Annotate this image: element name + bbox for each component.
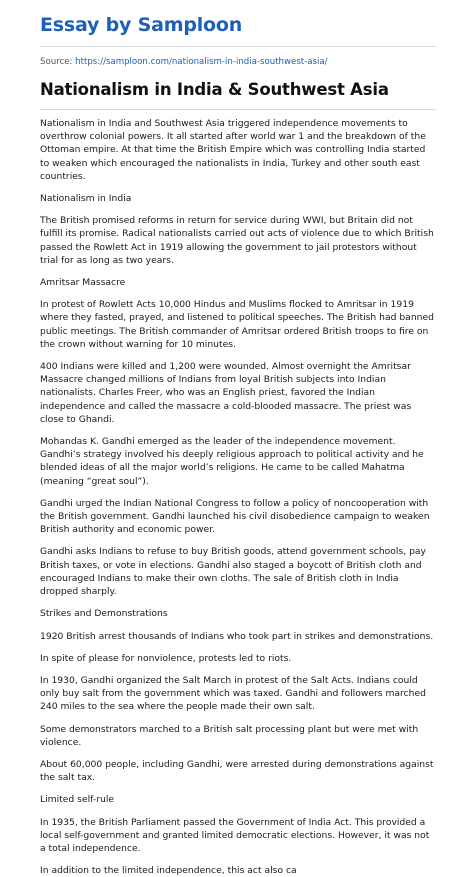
section-heading: Limited self-rule (40, 794, 115, 806)
body-paragraph: Gandhi urged the Indian National Congress to follow a policy of noncooperation with the British government. Gandhi launched his civil disobedience campaign to weaken British authority and economic power. (40, 497, 430, 536)
source-label: Source: (40, 57, 73, 67)
document-title: Nationalism in India & Southwest Asia (40, 80, 389, 99)
body-paragraph: 1920 British arrest thousands of Indians who took part in strikes and demonstrations. (40, 630, 434, 642)
body-paragraph: Nationalism in India and Southwest Asia triggered independence movements to overthrow colonial powers. It all started after world war 1 and the breakdown of the Ottoman empire. At that time the British Empire which was controlling India started to weaken which encouraged the nationalists in India, Turkey and other south east countries. (40, 118, 426, 182)
body-paragraph: In protest of Rowlett Acts 10,000 Hindus and Muslims flocked to Amritsar in 1919 where they fasted, prayed, and listened to political speeches. The British had banned public meetings. The British commander of Amritsar ordered British troops to fire on the crown without warning for 10 minutes. (40, 299, 434, 350)
body-paragraph: About 60,000 people, including Gandhi, were arrested during demonstrations against the salt tax. (40, 758, 434, 784)
body-paragraph: In addition to the limited independence, this act also ca (40, 865, 297, 877)
body-paragraph: The British promised reforms in return for service during WWI, but Britain did not fulfill its promise. Radical nationalists carried out acts of violence due to which British passed the Rowlett Act in 1919 allowing the government to jail protestors without trial for as long as two years. (40, 215, 434, 266)
body-paragraph: Gandhi asks Indians to refuse to buy British goods, attend government schools, pay British taxes, or vote in elections. Gandhi also staged a boycott of British cloth and encouraged Indians to make their own cloths. The sale of British cloth in India dropped sharply. (40, 546, 426, 598)
body-paragraph: In 1935, the British Parliament passed the Government of India Act. This provided a local self-government and granted limited democratic elections. However, it was not a total independence. (40, 816, 430, 854)
section-heading: Strikes and Demonstrations (40, 608, 168, 620)
body-paragraph: 400 Indians were killed and 1,200 were wounded. Almost overnight the Amritsar Massacre changed millions of Indians from loyal British subjects into Indian nationalists. Charles Freer, who was an English priest, favored the Indian independence and called the massacre a cold-blooded massacre. The priest was close to Ghandi. (40, 361, 412, 425)
source-link[interactable]: https://samploon.com/nationalism-in-india-southwest-asia/ (75, 57, 328, 67)
site-brand-title: Essay by Samploon (40, 14, 243, 36)
header-divider (40, 46, 436, 47)
source-line (40, 56, 436, 68)
section-heading: Nationalism in India (40, 193, 132, 205)
body-paragraph: Mohandas K. Gandhi emerged as the leader of the independence movement. Gandhi’s strategy involved his deeply religious approach to political activity and he blended ideas of all the major world’s religions. He came to be called Mahatma (meaning “great soul”). (40, 436, 424, 487)
title-divider (40, 109, 436, 110)
essay-body (40, 117, 436, 877)
body-paragraph: In 1930, Gandhi organized the Salt March in protest of the Salt Acts. Indians could only buy salt from the government which was taxed. Gandhi and followers marched 240 miles to the sea where the people made their own salt. (40, 674, 426, 713)
body-paragraph: Some demonstrators marched to a British salt processing plant but were met with violence. (40, 723, 419, 748)
body-paragraph: In spite of please for nonviolence, protests led to riots. (40, 652, 292, 664)
section-heading: Amritsar Massacre (40, 277, 126, 289)
